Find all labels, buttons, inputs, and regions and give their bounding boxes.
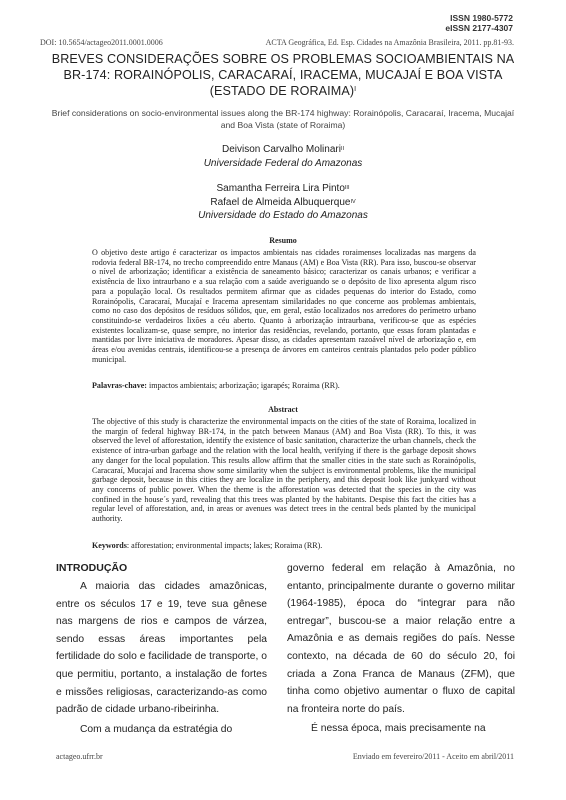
journal-citation: ACTA Geográfica, Ed. Esp. Cidades na Amazônia Brasileira, 2011. pp.81-93.	[265, 38, 514, 47]
keywords-text: : afforestation; environmental impacts; lakes; Roraima (RR).	[126, 541, 323, 550]
author-mark: II	[340, 146, 344, 152]
author-2	[90, 182, 476, 195]
issn: ISSN 1980-5772	[450, 13, 513, 23]
title-footnote-mark: I	[354, 86, 357, 93]
body-paragraph: governo federal em relação à Amazônia, no entanto, principalmente durante o governo militar (1964-1985), época do “integrar para não entregar”, buscou-se a maior relação entre a Amazônia e as demais regiões do país. Nesse contexto, na década de 60 do século 20, foi criada a Zona Franca de Manaus (ZFM), que tinha como objetivo aumentar o fluxo de capital na fronteira norte do país.	[287, 563, 515, 715]
article-title	[46, 51, 520, 99]
author-name: Samantha Ferreira Lira Pinto	[216, 183, 345, 194]
body-paragraph: É nessa época, mais precisamente na	[311, 723, 486, 735]
issn-block	[445, 13, 513, 33]
resumo-keywords	[92, 381, 476, 391]
introduction-heading: INTRODUÇÃO	[56, 562, 128, 574]
affiliation-2: Universidade do Estado do Amazonas	[198, 210, 368, 221]
english-title: Brief considerations on socio-environmental issues along the BR-174 highway: Rorainópolis, Caracaraí, Iracema, Mucajaí and Boa Vista (state of Roraima)	[51, 108, 515, 130]
author-name: Rafael de Almeida Albuquerque	[210, 197, 351, 208]
author-1	[90, 143, 476, 156]
author-name: Deivison Carvalho Molinari	[222, 144, 341, 155]
title-text: BREVES CONSIDERAÇÕES SOBRE OS PROBLEMAS SOCIOAMBIENTAIS NA BR-174: RORAINÓPOLIS, CARACARAÍ, IRACEMA, MUCAJAÍ E BOA VISTA (ESTADO DE RORAIMA)	[51, 52, 515, 98]
body-paragraph: A maioria das cidades amazônicas, entre os séculos 17 e 19, teve sua gênese nas margens de rios e campos de várzea, sendo essas áreas importantes pela fertilidade do solo e facilidade de transporte, o que permitiu, portanto, a instalação de fortes e missões religiosas, caracterizando-as como padrão de cidade urbano-ribeirinha.	[56, 581, 267, 716]
body-paragraph: Com a mudança da estratégia do	[80, 723, 233, 735]
footer-dates: Enviado em fevereiro/2011 - Aceito em abril/2011	[352, 752, 514, 761]
keywords-label: Palavras-chave:	[92, 381, 147, 390]
doi[interactable]: DOI: 10.5654/actageo2011.0001.0006	[40, 38, 163, 47]
author-mark: III	[344, 185, 350, 191]
keywords-label: Keywords	[92, 541, 127, 550]
body-column-left	[56, 578, 267, 738]
abstract-heading: Abstract	[268, 405, 298, 414]
footer-site[interactable]: actageo.ufrr.br	[56, 752, 103, 761]
body-column-right	[287, 560, 515, 738]
abstract-text: The objective of this study is characterize the environmental impacts on the cities of the state of Roraima, localized in the margin of federal highway BR-174, in the patch between Manaus (AM) and Boa Vista (RR). To this, it was observed the level of afforestation, identify the existence of basic sanitation, characterize the urban channels, check the existence of intra-urban garbage and the relation with the local health, verifying if there is the garbage deposit shows any danger for the local population. This results allow affirm that the smaller cities in the state such as Rorainópolis, Caracaraí, Mucajaí and Iracema show some similarity when the subject is environmental problems, like the municipal garbage deposit, because in this cities they are localize in the periphery, and this deposit look like junkyard without any concerns of public power. When the theme is the afforestation was detected that the species in the city was confined in the house´s yard, revealing that this trees was planted by the habitants. Despise this fact the cities has a regular level of afforestation, and, in areas or avenues was detect trees in the central beds planted by the municipal authority.	[92, 417, 476, 524]
keywords-text: impactos ambientais; arborização; igarapés; Roraima (RR).	[146, 381, 340, 390]
eissn: eISSN 2177-4307	[445, 23, 513, 33]
affiliation-1: Universidade Federal do Amazonas	[203, 158, 363, 169]
resumo-text: O objetivo deste artigo é caracterizar os impactos ambientais nas cidades roraimenses localizadas nas margens da rodovia federal BR-174, no trecho compreendido entre Manaus (AM) e Boa Vista (RR). Para isso, buscou-se observar o nível de arborização; identificar a existência de saneamento básico; caracterizar os canais urbanos; e verificar a existência de lixo intraurbano e a sua relação com a saúde averiguando se o depósito de lixo apresenta algum risco para a população local. Os resultados permitem afirmar que as cidades pequenas do interior do Estado, como Rorainópolis, Caracaraí, Mucajaí e Iracema apresentam similaridades no que concerne aos problemas ambientais, como no caso dos depósitos de resíduos sólidos, que, em geral, estão localizados nos arredores do perímetro urbano constituindo-se verdadeiros lixões a céu aberto. Quanto à arborização intraurbana, verificou-se que as espécies existentes localizam-se, quase sempre, no interior das residências, revelando, portanto, que essas foram plantadas e mantidas por livre iniciativa de moradores. Apesar disso, as cidades apresentam razoável nível de arborização e, em áreas e/ou avenidas centrais, identificou-se a presença de árvores em canteiros centrais plantados pelo poder público municipal.	[92, 248, 476, 364]
author-3	[90, 196, 476, 209]
author-mark: IV	[350, 199, 356, 205]
abstract-keywords	[92, 541, 476, 551]
resumo-heading: Resumo	[269, 236, 297, 245]
